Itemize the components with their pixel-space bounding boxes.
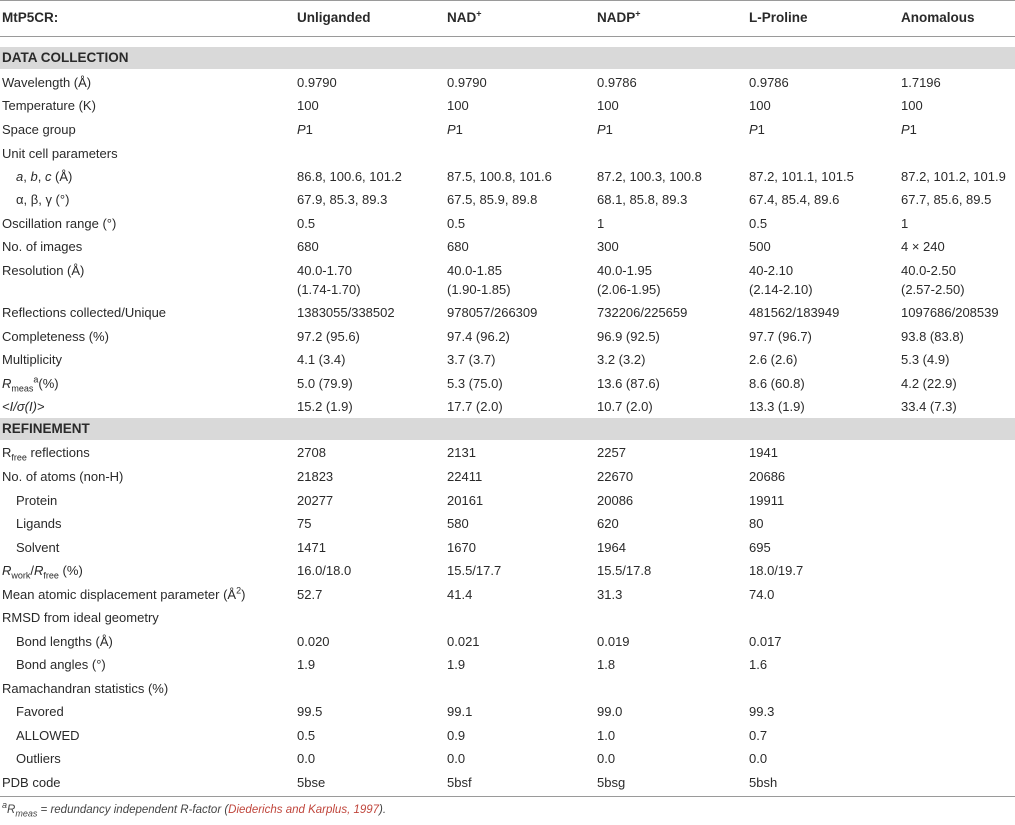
cell-value: 100: [901, 98, 923, 113]
cell-value: 4.2 (22.9): [901, 376, 957, 391]
cell-value: 40.0-1.70: [297, 263, 352, 278]
cell-value: 87.2, 100.3, 100.8: [597, 169, 702, 184]
cell-value: 1097686/208539: [901, 305, 999, 320]
top-rule: [0, 0, 1015, 1]
cell-value: 0.9786: [749, 75, 789, 90]
cell-value: 1.8: [597, 657, 616, 672]
cell-value: 5bsg: [597, 775, 626, 790]
cell-value: 0.9790: [447, 75, 487, 90]
cell-value: 0.0: [447, 751, 466, 766]
cell-value: 10.7 (2.0): [597, 399, 653, 414]
cell-value: 4 × 240: [901, 239, 945, 254]
cell-value: 1: [597, 216, 605, 231]
cell-value: 87.5, 100.8, 101.6: [447, 169, 552, 184]
cell-value: 15.5/17.7: [447, 563, 502, 578]
cell-value: 0.7: [749, 728, 768, 743]
cell-value: 1964: [597, 540, 626, 555]
cell-value: 40.0-1.85: [447, 263, 502, 278]
cell-value: P1: [749, 122, 765, 137]
cell-value: 22670: [597, 469, 634, 484]
row-label: RMSD from ideal geometry: [2, 610, 159, 625]
cell-value: 1.7196: [901, 75, 941, 90]
cell-value: 680: [297, 239, 319, 254]
cell-value: 500: [749, 239, 771, 254]
cell-value: 18.0/19.7: [749, 563, 804, 578]
row-label: $R_{free}$ reflections: [2, 445, 90, 463]
cell-value: 0.017: [749, 634, 782, 649]
cell-value: 99.3: [749, 704, 775, 719]
row-label: <I/σ(I)>: [2, 399, 45, 414]
row-label: Solvent: [16, 540, 60, 555]
cell-value: 5.3 (75.0): [447, 376, 503, 391]
cell-value: 5.0 (79.9): [297, 376, 353, 391]
row-label: No. of atoms (non-H): [2, 469, 124, 484]
cell-value: 732206/225659: [597, 305, 688, 320]
cell-value: 52.7: [297, 587, 323, 602]
header-col-unliganded: Unliganded: [297, 10, 371, 25]
row-label: Outliers: [16, 751, 61, 766]
cell-value: 0.9: [447, 728, 466, 743]
cell-value: 13.6 (87.6): [597, 376, 660, 391]
row-label: Protein: [16, 493, 58, 508]
cell-value: (2.06-1.95): [597, 282, 661, 297]
cell-value: P1: [297, 122, 313, 137]
cell-value: 33.4 (7.3): [901, 399, 957, 414]
cell-value: 8.6 (60.8): [749, 376, 805, 391]
cell-value: 97.4 (96.2): [447, 329, 510, 344]
row-label: $R_{work}/R_{free}$ (%): [2, 563, 83, 581]
row-label: Completeness (%): [2, 329, 109, 344]
cell-value: 1.6: [749, 657, 768, 672]
cell-value: 1.0: [597, 728, 616, 743]
header-rule: [0, 36, 1015, 37]
cell-value: 0.5: [297, 728, 316, 743]
cell-value: 17.7 (2.0): [447, 399, 503, 414]
section-data-collection-label: DATA COLLECTION: [2, 50, 129, 65]
cell-value: 20277: [297, 493, 334, 508]
cell-value: 3.2 (3.2): [597, 352, 646, 367]
cell-value: 67.5, 85.9, 89.8: [447, 192, 538, 207]
cell-value: 97.7 (96.7): [749, 329, 812, 344]
row-label: Mean atomic displacement parameter $(Å^2)$: [2, 585, 246, 602]
cell-value: 5bsf: [447, 775, 472, 790]
header-first-col: MtP5CR:: [2, 10, 59, 25]
cell-value: 2708: [297, 445, 326, 460]
section-refinement: [0, 418, 1015, 440]
row-label: Favored: [16, 704, 64, 719]
cell-value: 0.9790: [297, 75, 337, 90]
row-label: Oscillation range (°): [2, 216, 117, 231]
cell-value: 1.9: [447, 657, 466, 672]
row-label: PDB code: [2, 775, 61, 790]
cell-value: 0.0: [297, 751, 316, 766]
cell-value: 20161: [447, 493, 484, 508]
row-label: Ramachandran statistics (%): [2, 681, 169, 696]
cell-value: 86.8, 100.6, 101.2: [297, 169, 402, 184]
cell-value: 300: [597, 239, 619, 254]
cell-value: 0.9786: [597, 75, 637, 90]
cell-value: 0.0: [597, 751, 616, 766]
cell-value: 40-2.10: [749, 263, 794, 278]
row-label: $R_{meas}^a(\%)$: [2, 374, 59, 394]
section-data-collection: [0, 47, 1015, 69]
cell-value: P1: [447, 122, 463, 137]
header-col-lproline: L-Proline: [749, 10, 808, 25]
cell-value: 1670: [447, 540, 476, 555]
cell-value: 87.2, 101.1, 101.5: [749, 169, 854, 184]
cell-value: 620: [597, 516, 619, 531]
cell-value: 2.6 (2.6): [749, 352, 798, 367]
cell-value: 22411: [447, 469, 483, 484]
cell-value: 5.3 (4.9): [901, 352, 950, 367]
cell-value: 978057/266309: [447, 305, 538, 320]
cell-value: 40.0-2.50: [901, 263, 956, 278]
cell-value: 40.0-1.95: [597, 263, 652, 278]
cell-value: 100: [297, 98, 319, 113]
section-refinement-label: REFINEMENT: [2, 421, 90, 436]
cell-value: 0.019: [597, 634, 630, 649]
cell-value: P1: [597, 122, 613, 137]
header-col-nad: NAD+: [447, 8, 482, 25]
cell-value: (2.57-2.50): [901, 282, 965, 297]
cell-value: 5bsh: [749, 775, 778, 790]
row-label: ALLOWED: [16, 728, 80, 743]
cell-value: 93.8 (83.8): [901, 329, 964, 344]
cell-value: 2131: [447, 445, 476, 460]
row-label: α, β, γ (°): [16, 192, 70, 207]
cell-value: 100: [447, 98, 469, 113]
cell-value: 75: [297, 516, 312, 531]
cell-value: 0.020: [297, 634, 330, 649]
cell-value: 99.5: [297, 704, 323, 719]
cell-value: 3.7 (3.7): [447, 352, 496, 367]
cell-value: 2257: [597, 445, 626, 460]
row-label: Space group: [2, 122, 76, 137]
cell-value: 1941: [749, 445, 778, 460]
cell-value: (2.14-2.10): [749, 282, 813, 297]
cell-value: 13.3 (1.9): [749, 399, 805, 414]
cell-value: 16.0/18.0: [297, 563, 352, 578]
cell-value: 31.3: [597, 587, 623, 602]
cell-value: (1.74-1.70): [297, 282, 361, 297]
cell-value: 21823: [297, 469, 334, 484]
cell-value: 5bse: [297, 775, 326, 790]
row-label: Multiplicity: [2, 352, 62, 367]
cell-value: 97.2 (95.6): [297, 329, 360, 344]
cell-value: 96.9 (92.5): [597, 329, 660, 344]
row-label: Bond angles (°): [16, 657, 106, 672]
cell-value: 67.4, 85.4, 89.6: [749, 192, 840, 207]
cell-value: 41.4: [447, 587, 473, 602]
cell-value: 15.5/17.8: [597, 563, 652, 578]
cell-value: 0.5: [749, 216, 768, 231]
cell-value: (1.90-1.85): [447, 282, 511, 297]
row-label: Bond lengths (Å): [16, 634, 113, 649]
cell-value: 74.0: [749, 587, 775, 602]
cell-value: P1: [901, 122, 917, 137]
row-label: Resolution (Å): [2, 263, 85, 278]
cell-value: 1: [901, 216, 909, 231]
cell-value: 99.1: [447, 704, 473, 719]
cell-value: 19911: [749, 493, 785, 508]
header-col-anomalous: Anomalous: [901, 10, 975, 25]
cell-value: 20086: [597, 493, 634, 508]
cell-value: 0.5: [447, 216, 466, 231]
cell-value: 0.021: [447, 634, 480, 649]
cell-value: 100: [597, 98, 619, 113]
cell-value: 99.0: [597, 704, 623, 719]
row-label: Temperature (K): [2, 98, 96, 113]
cell-value: 680: [447, 239, 469, 254]
cell-value: 67.9, 85.3, 89.3: [297, 192, 388, 207]
row-label: No. of images: [2, 239, 83, 254]
cell-value: 695: [749, 540, 771, 555]
cell-value: 1471: [297, 540, 326, 555]
cell-value: 80: [749, 516, 764, 531]
cell-value: 87.2, 101.2, 101.9: [901, 169, 1006, 184]
cell-value: 1383055/338502: [297, 305, 395, 320]
cell-value: 0.5: [297, 216, 316, 231]
cell-value: 580: [447, 516, 469, 531]
cell-value: 100: [749, 98, 771, 113]
row-label: Ligands: [16, 516, 62, 531]
cell-value: 1.9: [297, 657, 316, 672]
row-label: Reflections collected/Unique: [2, 305, 167, 320]
bottom-rule: [0, 796, 1015, 797]
header-col-nadp: NADP+: [597, 8, 641, 25]
table-footnote: $^aR_{meas}$ = redundancy independent R-factor (Diederichs and Karplus, 1997).: [2, 800, 387, 819]
row-label: Unit cell parameters: [2, 146, 118, 161]
citation-link[interactable]: Diederichs and Karplus, 1997: [228, 804, 380, 816]
row-label: Wavelength (Å): [2, 75, 92, 90]
cell-value: 20686: [749, 469, 786, 484]
cell-value: 481562/183949: [749, 305, 840, 320]
row-label: a, b, c (Å): [16, 169, 73, 184]
cell-value: 4.1 (3.4): [297, 352, 346, 367]
cell-value: 67.7, 85.6, 89.5: [901, 192, 992, 207]
cell-value: 68.1, 85.8, 89.3: [597, 192, 688, 207]
cell-value: 0.0: [749, 751, 768, 766]
cell-value: 15.2 (1.9): [297, 399, 353, 414]
